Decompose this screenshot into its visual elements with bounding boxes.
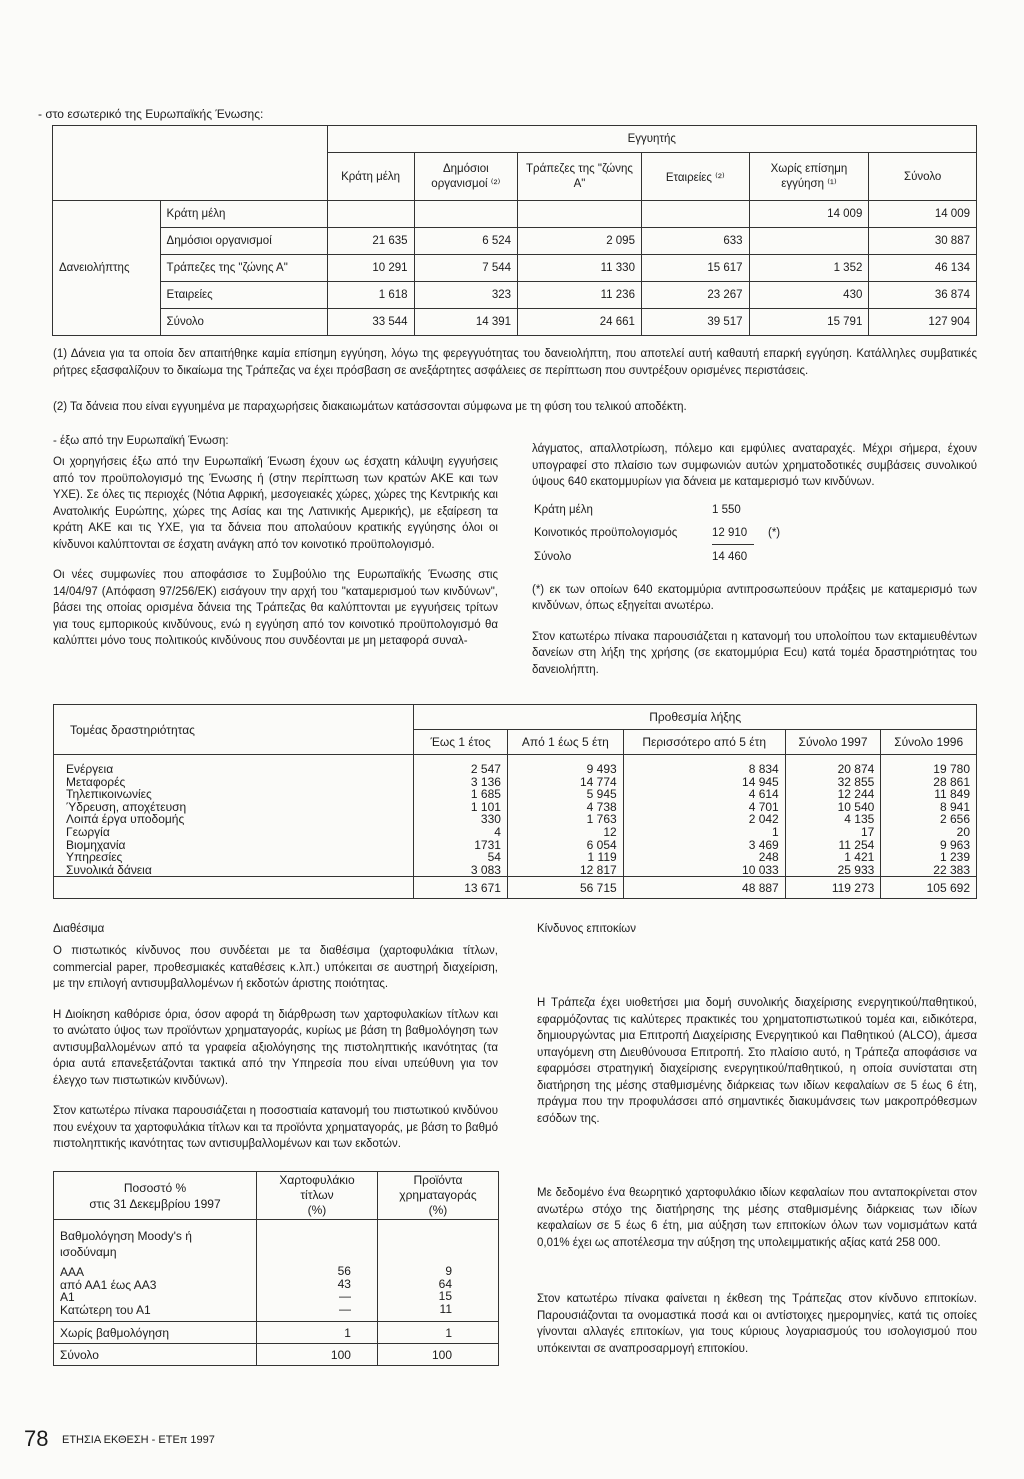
value: 17 — [860, 824, 875, 839]
col-header: Έως 1 έτος — [414, 730, 508, 755]
grade: Α1 — [60, 1290, 75, 1305]
value: 20 874 — [837, 762, 875, 776]
star-note: (*) εκ των οποίων 640 εκατομμύρια αντιπροσωπεύουν πράξεις με καταμερισμό των κινδύνων, όπως εξηγείται ανωτέρω. — [532, 583, 977, 612]
value: 1 119 — [587, 850, 617, 865]
cell: 7 544 — [414, 255, 517, 282]
value: 3 469 — [748, 837, 779, 852]
value: 1 763 — [586, 812, 617, 827]
sector-name: Γεωργία — [66, 824, 110, 839]
sector-name: Ύδρευση, αποχέτευση — [66, 799, 187, 814]
value: 2 656 — [939, 812, 970, 827]
interest-risk-section — [537, 921, 977, 1357]
value: 2 547 — [470, 762, 501, 776]
sector-table — [53, 704, 977, 899]
value: 1731 — [474, 837, 501, 852]
money-values — [377, 1220, 498, 1322]
header-line: (%) — [428, 1203, 448, 1217]
header-line: Προϊόντα — [413, 1173, 463, 1187]
cell: 6 524 — [414, 228, 517, 255]
footnote-1: (1) Δάνεια για τα οποία δεν απαιτήθηκε καμία επίσημη εγγύηση, λόγω της φερεγγυότητας του δανειολήπτη, που αποτελεί αυτή καθαυτή επαρκή εγγύηση. Κατάλληλες συμβατικές ρήτρες εξασφαλίζουν το δικαίωμα της Τράπεζας να έχει πρόσβαση σε ανεξάρτητες ασφάλειες σε περίπτωση που συντρέξουν ορισμένες περιστάσεις. — [53, 348, 977, 377]
intro-label: - στο εσωτερικό της Ευρωπαϊκής Ένωσης: — [38, 107, 264, 121]
value: 12 244 — [837, 787, 875, 802]
mini-mark: (*) — [768, 526, 781, 539]
value: 25 933 — [837, 862, 875, 877]
col-header: Δημόσιοι οργανισμοί ⁽²⁾ — [414, 153, 517, 201]
col-values — [785, 755, 881, 877]
cell: 430 — [749, 282, 869, 309]
cell: 11 330 — [518, 255, 642, 282]
header-line: Χαρτοφυλάκιο — [279, 1173, 355, 1187]
paragraph: Οι χορηγήσεις έξω από την Ευρωπαϊκή Ένωση έχουν ως έσχατη κάλυψη εγγυήσεις από τον προϋπολογισμό της Ένωσης ή (στην περίπτωση των κρατών ΑΚΕ και των ΥΧΕ). Σε όλες τις περιοχές (Νότια Αφρική, μεσογειακές χώρες, χώρες της Κεντρικής και Ανατολικής Ευρώπης, χώρες της Ασίας και της Λατινικής Αμερικής), με εξαίρεση τα κράτη ΑΚΕ και τις ΥΧΕ, για τα δάνεια που απολαύουν κρατικής εγγύησης όλοι οι κίνδυνοι καλύπτονται σε έσχατη ανάγκη από τον κοινοτικό προϋπολογισμό. — [53, 456, 498, 551]
value: 9 493 — [586, 762, 617, 776]
value: 11 254 — [838, 837, 875, 852]
header-line: τίτλων — [300, 1188, 334, 1202]
col-header: Από 1 έως 5 έτη — [507, 730, 623, 755]
col-header: Σύνολο — [869, 153, 977, 201]
paragraph: Με δεδομένο ένα θεωρητικό χαρτοφυλάκιο ιδίων κεφαλαίων που ανταποκρίνεται στον ανωτέρω στόχο της διατήρησης της μέσης σταθμισμένης διάρκειας των ιδίων κεφαλαίων σε 5 έως 6 έτη, μια αύξηση των επιτοκίων όλων των νομισμάτων κατά 0,01% έχει ως αποτέλεσμα την αύξηση της υπολειμματικής αξίας κατά 258 000. — [537, 1187, 977, 1249]
value: 14 945 — [742, 774, 779, 789]
page-number: 78 — [24, 1426, 49, 1451]
value: 15 — [438, 1289, 452, 1304]
mini-label: Κράτη μέλη — [534, 503, 593, 516]
cell: 39 517 — [641, 309, 749, 336]
cell: 2 095 — [518, 228, 642, 255]
moody-label: Βαθμολόγηση Moody's ή ισοδύναμη — [60, 1229, 192, 1259]
row-label: Δημόσιοι οργανισμοί — [160, 228, 327, 255]
value: 20 — [956, 824, 970, 839]
rating-col-header — [377, 1172, 498, 1220]
cell: 127 904 — [869, 309, 977, 336]
row-label: Κράτη μέλη — [160, 201, 327, 228]
rating-table — [53, 1171, 499, 1366]
unrated-label: Χωρίς βαθμολόγηση — [54, 1322, 257, 1344]
portfolio-values — [257, 1220, 378, 1322]
paragraph: Στον κατωτέρω πίνακα φαίνεται η έκθεση της Τράπεζας στον κίνδυνο επιτοκίων. Παρουσιάζονται τα ονομαστικά ποσά και οι αντίστοιχες ημερομηνίες, κατά τις οποίες γίνονται αλλαγές επιτοκίων, για τους κύριους λογαριασμούς του ισολογισμού που υπόκεινται σε αναπροσαρμογή επιτοκίου. — [537, 1293, 977, 1355]
value: 3 136 — [470, 774, 501, 789]
maturity-header: Προθεσμία λήξης — [414, 705, 977, 730]
value: 8 941 — [939, 799, 970, 814]
cell: 36 874 — [869, 282, 977, 309]
total-value: 48 887 — [623, 877, 785, 899]
header-line: στις 31 Δεκεμβρίου 1997 — [89, 1196, 221, 1211]
col-header: Σύνολο 1997 — [785, 730, 881, 755]
paragraph: Οι νέες συμφωνίες που αποφάσισε το Συμβούλιο της Ευρωπαϊκής Ένωσης στις 14/04/97 (Απόφαση 97/256/ΕΚ) εισάγουν την αρχή του "καταμερισμού των κινδύνων", βάσει της οποίας ορισμένα δάνεια της Τράπεζας θα καλύπτονται με εγγυήσεις τρίτων για τους εμπορικούς κινδύνους, ενώ η εγγύηση από τον κοινοτικό προϋπολογισμό θα καλύπτει μόνο τους πολιτικούς κινδύνους που συνδέονται με μη μεταφορά συναλ- — [53, 569, 498, 647]
header-line: (%) — [307, 1203, 327, 1217]
value: 248 — [758, 850, 779, 865]
total-value: 105 692 — [881, 877, 977, 899]
value: 14 774 — [579, 774, 617, 789]
paragraph: Η Διοίκηση καθόρισε όρια, όσον αφορά τη διάρθρωση των χαρτοφυλακίων τίτλων και το ανώτατο ύψος των προϊόντων χρηματαγοράς, κυρίως με βάση τη βαθμολόγηση των αντισυμβαλλομένων από τα γραφεία αξιολόγησης της πιστοληπτικής ικανότητας (τα όρια αυτά επανεξετάζονται τακτικά από την Υπηρεσία που είναι υπεύθυνη για τον έλεγχο των πιστωτικών κινδύνων). — [53, 1008, 498, 1087]
row-label: Εταιρείες — [160, 282, 327, 309]
value: 9 — [445, 1264, 452, 1278]
grades-cell — [54, 1220, 257, 1322]
col-header: Εταιρείες ⁽²⁾ — [641, 153, 749, 201]
value: 1 — [772, 824, 779, 839]
cell: 14 009 — [869, 201, 977, 228]
borrower-header: Δανειολήπτης — [53, 201, 161, 336]
value: — — [338, 1289, 351, 1304]
value: 100 — [257, 1344, 378, 1366]
value: 4 738 — [586, 799, 617, 814]
value: 1 421 — [844, 850, 875, 865]
value: 22 383 — [933, 862, 970, 877]
cell: 24 661 — [518, 309, 642, 336]
outside-eu-heading: - έξω από την Ευρωπαϊκή Ένωση: — [53, 435, 229, 447]
cell: 15 617 — [641, 255, 749, 282]
row-label: Σύνολο — [160, 309, 327, 336]
cell — [749, 228, 869, 255]
cell: 10 291 — [327, 255, 414, 282]
cell: 1 618 — [327, 282, 414, 309]
cell — [327, 201, 414, 228]
value: 4 — [494, 824, 501, 839]
value: 12 — [603, 824, 617, 839]
mini-value: 14 460 — [712, 550, 748, 563]
paragraph: Ο πιστωτικός κίνδυνος που συνδέεται με τα διαθέσιμα (χαρτοφυλάκια τίτλων, commercial paper, προθεσμιακές καταθέσεις κ.λπ.) υπόκειται σε αυστηρή διαχείριση, με την επιλογή αντισυμβαλλομένων ή εκδοτών άριστης ποιότητας. — [53, 945, 498, 990]
value: 4 614 — [748, 787, 779, 802]
mini-value: 12 910 — [712, 526, 748, 539]
row-label: Τράπεζες της "ζώνης Α" — [160, 255, 327, 282]
value: — — [338, 1301, 351, 1316]
cell: 15 791 — [749, 309, 869, 336]
footnote-2: (2) Τα δάνεια που είναι εγγυημένα με παραχωρήσεις διακαιωμάτων κατάσσονται σύμφωνα με τη φύση του τελικού αποδέκτη. — [53, 401, 687, 413]
value: 64 — [438, 1276, 452, 1291]
sector-name: Βιομηχανία — [66, 837, 126, 852]
cell: 1 352 — [749, 255, 869, 282]
rating-col-header — [257, 1172, 378, 1220]
rating-col-header — [54, 1172, 257, 1220]
col-header: Τράπεζες της "ζώνης Α" — [518, 153, 642, 201]
cell: 14 009 — [749, 201, 869, 228]
paragraph: λάγματος, απαλλοτρίωση, πόλεμο και εμφύλιες αναταραχές. Μέχρι σήμερα, έχουν υπογραφεί στο πλαίσιο των συμφωνιών αυτών χρηματοδοτικές συμβάσεις συνολικού ύψους 640 εκατομμυρίων για δάνεια με καταμερισμό των κινδύνων. — [532, 443, 977, 488]
cell: 21 635 — [327, 228, 414, 255]
cell: 30 887 — [869, 228, 977, 255]
value: 43 — [337, 1276, 351, 1291]
value: 54 — [487, 850, 501, 865]
value: 9 963 — [939, 837, 970, 852]
value: 56 — [337, 1264, 351, 1278]
guarantor-header: Εγγυητής — [327, 126, 976, 153]
outside-eu-section — [53, 433, 498, 650]
cell: 323 — [414, 282, 517, 309]
cell — [641, 201, 749, 228]
sum-rule — [712, 544, 754, 545]
guarantee-table — [52, 125, 977, 336]
cell — [414, 201, 517, 228]
value: 32 855 — [837, 774, 875, 789]
value: 3 083 — [470, 862, 501, 877]
sector-names — [54, 755, 414, 877]
value: 330 — [480, 812, 501, 827]
value: 1 685 — [470, 787, 501, 802]
mini-label: Σύνολο — [534, 550, 572, 563]
sector-name: Ενέργεια — [66, 762, 114, 776]
outside-eu-continued — [532, 441, 977, 678]
col-values — [623, 755, 785, 877]
sector-header: Τομέας δραστηριότητας — [54, 705, 414, 755]
grade: ΑΑΑ — [60, 1265, 85, 1279]
value: 1 — [377, 1322, 498, 1344]
cell: 14 391 — [414, 309, 517, 336]
liquidity-section — [53, 921, 498, 1153]
value: 2 042 — [748, 812, 779, 827]
total-label: Σύνολο — [54, 1344, 257, 1366]
cell: 11 236 — [518, 282, 642, 309]
col-values — [507, 755, 623, 877]
value: 10 033 — [742, 862, 779, 877]
grade: Κατώτερη του Α1 — [60, 1302, 151, 1317]
value: 1 239 — [939, 850, 970, 865]
col-header: Περισσότερο από 5 έτη — [623, 730, 785, 755]
col-header: Χωρίς επίσημη εγγύηση ⁽¹⁾ — [749, 153, 869, 201]
value: 5 945 — [586, 787, 617, 802]
cell: 23 267 — [641, 282, 749, 309]
value: 19 780 — [933, 762, 970, 776]
col-header: Κράτη μέλη — [327, 153, 414, 201]
value: 1 101 — [470, 799, 501, 814]
mini-label: Κοινοτικός προϋπολογισμός — [534, 526, 678, 539]
value: 10 540 — [837, 799, 875, 814]
sector-name: Τηλεπικοινωνίες — [66, 787, 152, 802]
paragraph: Στον κατωτέρω πίνακα παρουσιάζεται η κατανομή του υπολοίπου των εκταμιευθέντων δανείων στη λήξη της χρήσης (σε εκατομμύρια Ecu) κατά τομέα δραστηριότητας του δανειολήπτη. — [532, 630, 977, 676]
col-values — [881, 755, 977, 877]
value: 11 849 — [934, 787, 970, 802]
interest-risk-heading: Κίνδυνος επιτοκίων — [537, 923, 636, 935]
value: 11 — [439, 1301, 452, 1316]
cell: 33 544 — [327, 309, 414, 336]
value: 100 — [377, 1344, 498, 1366]
liquidity-heading: Διαθέσιμα — [53, 923, 105, 935]
cell: 46 134 — [869, 255, 977, 282]
value: 12 817 — [579, 862, 617, 877]
mini-value: 1 550 — [712, 503, 741, 516]
cell — [518, 201, 642, 228]
cell: 633 — [641, 228, 749, 255]
sector-name: Λοιπά έργα υποδομής — [66, 812, 185, 827]
value: 4 135 — [844, 812, 875, 827]
risk-sharing-table — [532, 501, 977, 573]
value: 6 054 — [586, 837, 617, 852]
footer-title: ΕΤΗΣΙΑ ΕΚΘΕΣΗ - ΕΤΕπ 1997 — [62, 1434, 215, 1446]
value: 4 701 — [748, 799, 779, 814]
sector-name: Μεταφορές — [66, 774, 126, 789]
value: 8 834 — [748, 762, 779, 776]
sector-name: Συνολικά δάνεια — [66, 862, 152, 877]
value: 1 — [257, 1322, 378, 1344]
total-value: 56 715 — [507, 877, 623, 899]
paragraph: Στον κατωτέρω πίνακα παρουσιάζεται η ποσοστιαία κατανομή του πιστωτικού κινδύνου που ενέχουν τα χαρτοφυλάκια τίτλων και τα προϊόντα χρηματαγοράς, με βάση το βαθμό πιστοληπτικής ικανότητας των αντισυμβαλλομένων και των εκδοτών. — [53, 1105, 498, 1150]
total-value: 119 273 — [785, 877, 881, 899]
sector-name: Υπηρεσίες — [66, 850, 123, 865]
header-line: χρηματαγοράς — [399, 1188, 477, 1202]
grade: από ΑΑ1 έως ΑΑ3 — [60, 1277, 157, 1292]
col-values — [414, 755, 508, 877]
paragraph: Η Τράπεζα έχει υιοθετήσει μια δομή συνολικής διαχείρισης ενεργητικού/παθητικού, εφαρμόζοντας τις καλύτερες πρακτικές του χρηματοπιστωτικού τομέα και, ειδικότερα, δημιουργώντας μια Επιτροπή Διαχείρισης Ενεργητικού και Παθητικού (ALCO), άμεσα υπαγόμενη στη Διευθύνουσα Επιτροπή. Στο πλαίσιο αυτό, η Τράπεζα αποφάσισε να εφαρμόσει στρατηγική διαχείρισης ενεργητικού/παθητικού, η οποία συνίσταται στη διατήρηση της μέσης σταθμισμένης διάρκειας των ιδίων κεφαλαίων σε 5 έως 6 έτη, πράγμα που την προφυλάσσει από σημαντικές διακυμάνσεις των μακροπρόθεσμων εσόδων της. — [537, 997, 977, 1125]
value: 28 861 — [933, 774, 970, 789]
col-header: Σύνολο 1996 — [881, 730, 977, 755]
header-line: Ποσοστό % — [123, 1180, 187, 1195]
total-value: 13 671 — [414, 877, 508, 899]
